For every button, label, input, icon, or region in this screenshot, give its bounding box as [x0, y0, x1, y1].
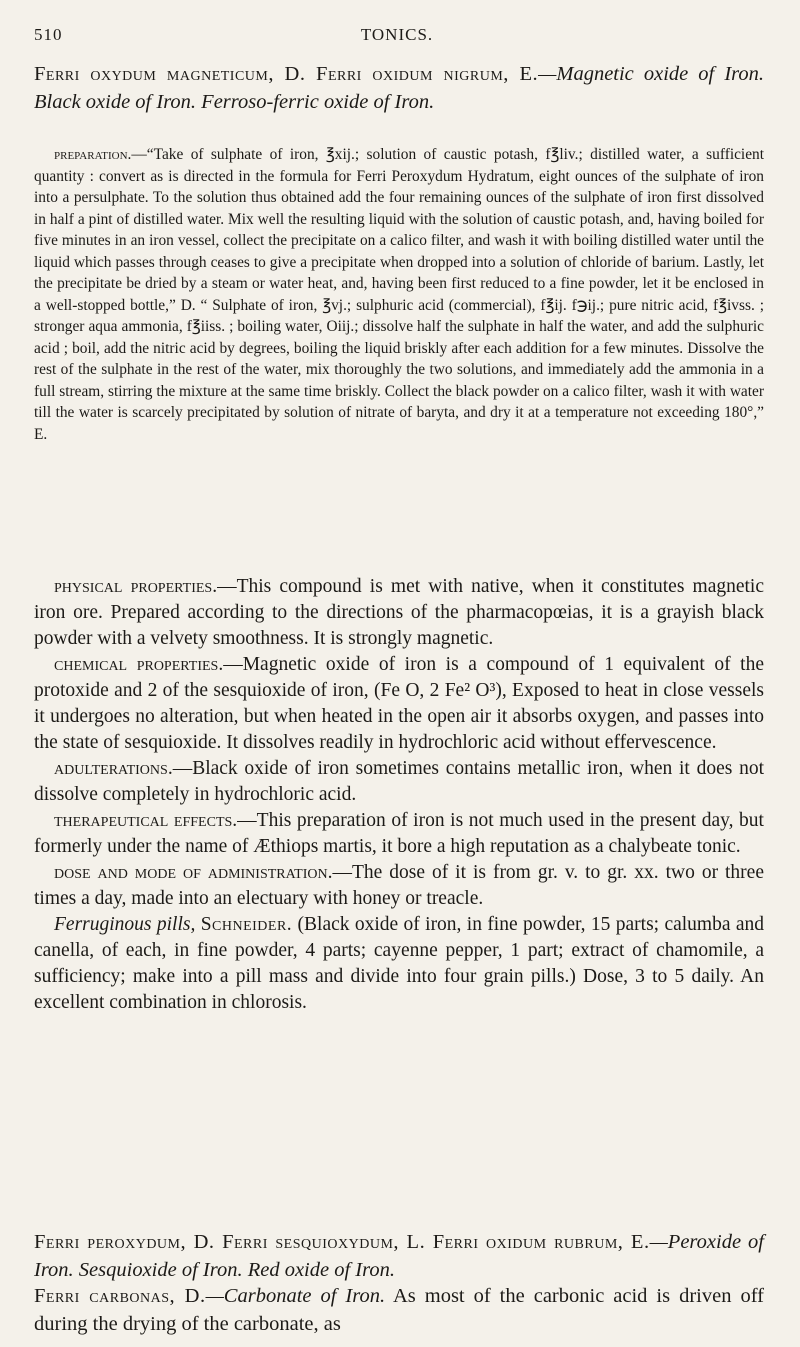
- chemical-properties: chemical properties.—Magnetic oxide of iron is a compound of 1 equivalent of the protoxide and 2 of the sesquioxide of iron, (Fe O, 2 Fe² O³), Exposed to heat in close vessels it undergoes no alteration, but when heated in the open air it absorbs oxygen, and passes into the state of sesquioxide. It dissolves readily in hydrochloric acid without effervescence.: [34, 654, 764, 753]
- adulterations: adulterations.—Black oxide of iron sometimes contains metallic iron, when it does not dissolve completely in hydrochloric acid.: [34, 758, 764, 805]
- entry-heading-peroxide: [34, 1228, 764, 1284]
- entry-title: Ferri oxydum magneticum, D. Ferri oxidum nigrum, E.: [34, 63, 539, 85]
- preparation-text: —“Take of sulphate of iron, ℥xij.; solution of caustic potash, f℥liv.; distilled water, a sufficient quantity : convert as is directed in the formula for Ferri Peroxydum Hydratum, eight ounces of the sulphate of iron into a persulphate. To the solution thus obtained add the four remaining ounces of the sulphate of iron first dissolved in half a pint of distilled water. Mix well the resulting liquid with the solution of caustic potash, and, having boiled for five minutes in an iron vessel, collect the precipitate on a calico filter, and wash it with boiling distilled water until the liquid which passes through ceases to give a precipitate when dropped into a solution of chloride of barium. Lastly, let the precipitate be dried by a steam or water heat, and, having been first reduced to a fine powder, let it be enclosed in a well-stopped bottle,” D. “ Sulphate of iron, ℥vj.; sulphuric acid (commercial), f℥ij. f℈ij.; pure nitric acid, f℥ivss. ; stronger aqua ammonia, f℥iiss. ; boiling water, Oiij.; dissolve half the sulphate in half the water, and add the sulphuric acid ; boil, add the nitric acid by degrees, boiling the liquid briskly after each addition for a few minutes. Dissolve the rest of the sulphate in the rest of the water, mix thoroughly the two solutions, and immediately add the ammonia in a full stream, stirring the mixture at the same time briskly. Collect the black powder on a calico filter, wash it with water till the water is scarcely precipitated by solution of nitrate of baryta, and dry it at a temperature not exceeding 180°,” E.: [34, 146, 764, 443]
- preparation-label: preparation.: [54, 146, 132, 163]
- ferruginous-pills: Ferruginous pills, Schneider. (Black oxide of iron, in fine powder, 15 parts; calumba and canella, of each, in fine powder, 4 parts; cayenne pepper, 1 part; extract of chamomile, a sufficiency; make into a pill mass and divide into four grain pills.) Dose, 3 to 5 daily. An excellent combination in chlorosis.: [34, 914, 765, 1013]
- entry-synonyms: —Magnetic oxide of Iron. Black oxide of Iron. Ferroso-ferric oxide of Iron.: [34, 63, 764, 113]
- entry-title: Ferri peroxydum, D. Ferri sesquioxydum, L. Ferri oxidum rubrum, E.: [34, 1231, 650, 1253]
- page-number: 510: [34, 25, 63, 44]
- entry-text: As most of the carbonic acid is driven off during the drying of the carbonate, as: [34, 1285, 764, 1335]
- entry-heading-magnetic-oxide: [34, 60, 764, 116]
- properties-section: [34, 574, 764, 1016]
- running-title: TONICS.: [360, 25, 434, 44]
- dose-and-administration: dose and mode of administration.—The dose of it is from gr. v. to gr. xx. two or three times a day, made into an electuary with honey or treacle.: [34, 862, 764, 909]
- entry-heading-carbonate: [34, 1282, 764, 1338]
- running-header: [34, 25, 760, 49]
- physical-properties: physical properties.—This compound is met with native, when it constitutes magnetic iron ore. Prepared according to the directions of the pharmacopœias, it is a grayish black powder with a velvety smoothness. It is strongly magnetic.: [34, 576, 765, 649]
- entry-title: Ferri carbonas, D.: [34, 1285, 206, 1307]
- entry-synonyms: —Carbonate of Iron.: [205, 1285, 386, 1307]
- therapeutical-effects: therapeutical effects.—This preparation of iron is not much used in the present day, but formerly under the name of Æthiops martis, it bore a high reputation as a chalybeate tonic.: [34, 810, 764, 857]
- entry-synonyms: —Peroxide of Iron. Sesquioxide of Iron. Red oxide of Iron.: [34, 1231, 765, 1281]
- preparation-section: [34, 144, 764, 445]
